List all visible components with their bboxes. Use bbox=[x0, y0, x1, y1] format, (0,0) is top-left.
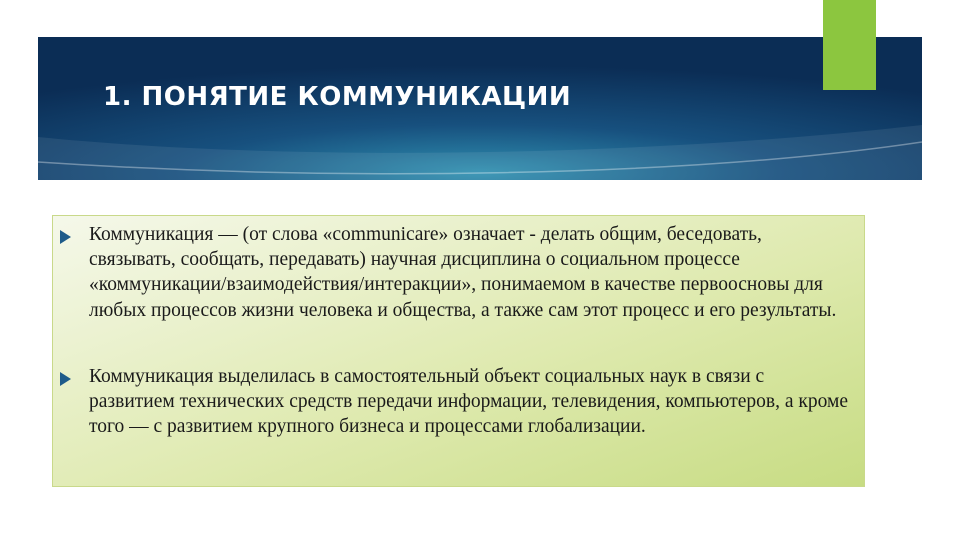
bullet-arrow-icon bbox=[60, 372, 71, 386]
bullet-text: Коммуникация — (от слова «communicare» означает - делать общим, беседовать, связывать, сообщать, передавать) научная дисциплина о социальном процессе «коммуникации/взаимодействия/интеракции», понимаемом в качестве первоосновы для любых процессов жизни человека и общества, а также сам этот процесс и его результаты. bbox=[89, 224, 837, 321]
bullet-arrow-icon bbox=[60, 230, 71, 244]
bullet-text: Коммуникация выделилась в самостоятельный объект социальных наук в связи с развитием технических средств передачи информации, телевидения, компьютеров, а кроме того — с развитием крупного бизнеса и процессами глобализации. bbox=[89, 366, 848, 438]
title-banner bbox=[38, 37, 922, 180]
content-box bbox=[52, 215, 865, 487]
accent-bar bbox=[823, 0, 876, 90]
slide-title: 1. ПОНЯТИЕ КОММУНИКАЦИИ bbox=[103, 82, 572, 112]
